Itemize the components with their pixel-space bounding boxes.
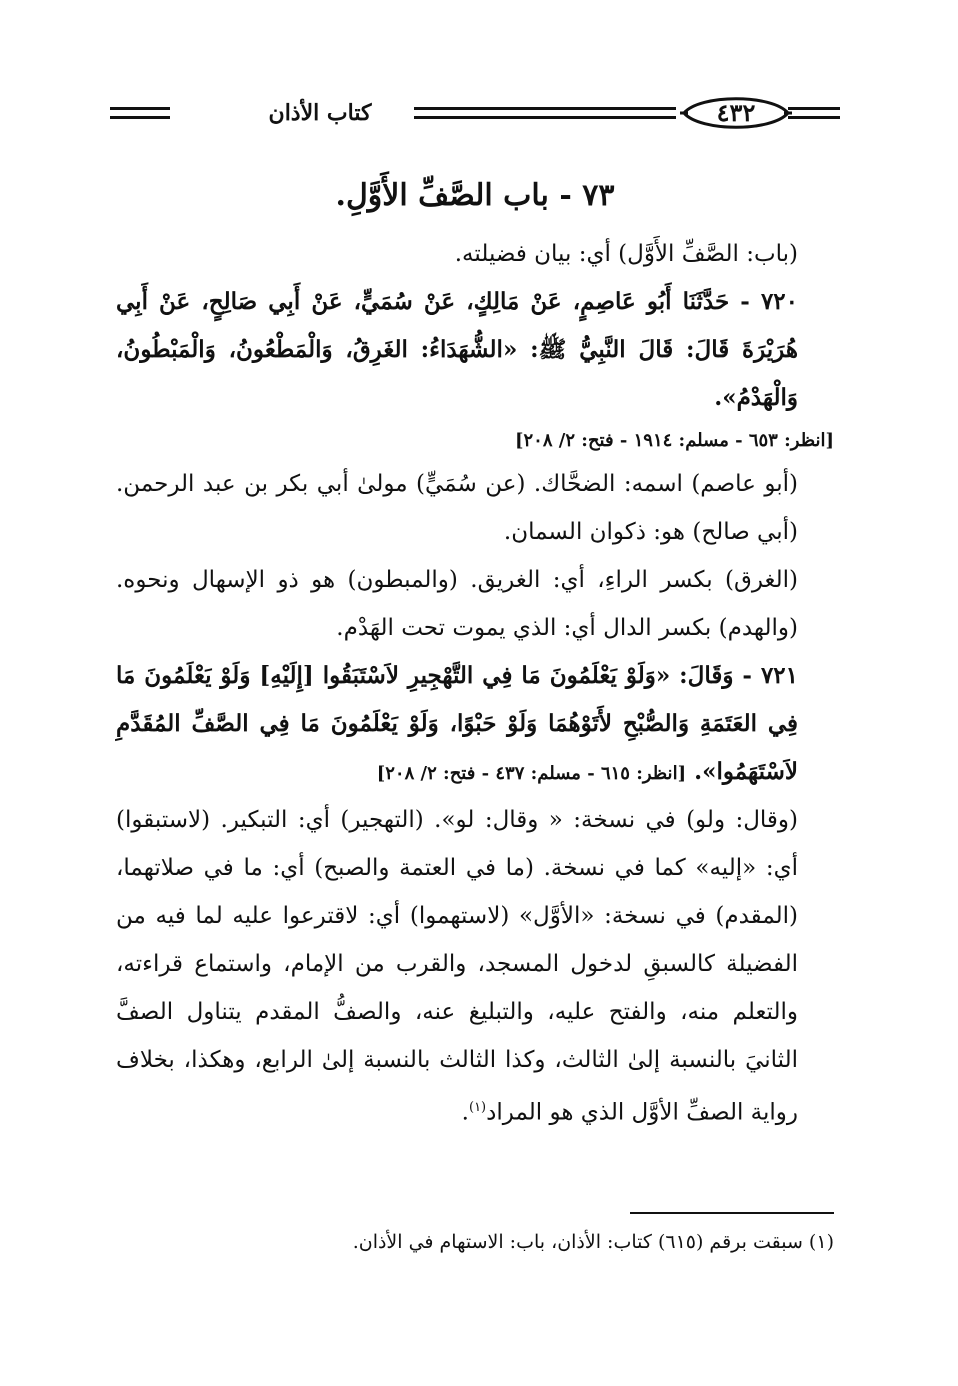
commentary-text: (وقال: ولو) في نسخة: « وقال: لو». (التهجير) أي: التبكير. (لاستبقوا) أي: «إليه» كما في نسخة. (ما في العتمة والصبح) أي: ما في صلاتهما، (المقدم) في نسخة: «الأوَّل» (لاستهموا) أي: لاقترعوا عليه لما فيه من الفضيلة كالسبقِ لدخول المسجد، والقرب من الإمام، واستماع قراءته، والتعلم منه، والفتح عليه، والتبليغ عنه، والصفُّ المقدم يتناول الصفَّ الثانيَ بالنسبة إلىٰ الثالث، وكذا الثالث بالنسبة إلىٰ الرابع، وهكذا، بخلاف رواية الصفِّ الأوَّل الذي هو المراد [116,807,798,1126]
header-rule-middle [414,107,676,119]
running-book-title: كتاب الأذان [268,100,372,126]
commentary-hadith-721 [116,796,834,1137]
footnote-separator [630,1212,834,1214]
hadith-721-reference: [انظر: ٦١٥ - مسلم: ٤٣٧ - فتح: ٢/ ٢٠٨] [376,763,687,784]
hadith-720-reference: [انظر: ٦٥٣ - مسلم: ١٩١٤ - فتح: ٢/ ٢٠٨] [514,430,834,451]
page-number-ornament [680,92,792,134]
footnote-marker[interactable]: (١) [468,1100,487,1115]
chapter-title: ٧٣ - باب الصَّفِّ الأَوَّلِ. [335,178,615,213]
hadith-721 [116,652,834,796]
hadith-720: ٧٢٠ - حَدَّثَنَا أَبُو عَاصِمٍ، عَنْ مَالِكٍ، عَنْ سُمَيٍّ، عَنْ أَبِي صَالِحٍ، عَنْ أَبِي هُرَيْرَةَ قَالَ: قَالَ النَّبِيُّ ﷺ: «الشُّهَدَاءُ: الغَرِقُ، وَالْمَطْعُونُ، وَالْمَبْطُونُ، وَالْهَدْمُ». [116,288,798,411]
page-header [110,92,840,136]
chapter-commentary: (باب: الصَّفِّ الأَوَّل) أي: بيان فضيلته. [454,241,798,267]
commentary-narrators: (أبو عاصم) اسمه: الضحَّاك. (عن سُمَيٍّ) مولىٰ أبي بكر بن عبد الرحمن. (أبي صالح) هو: ذكوان السمان. [116,471,798,545]
commentary-words: (الغرق) بكسر الراءِ، أي: الغريق. (والمبطون) هو ذو الإسهال ونحوه. (والهدم) بكسر الدال أي: الذي يموت تحت الهَدْم. [116,567,798,641]
footnote: (١) سبقت برقم (٦١٥) كتاب: الأذان، باب: الاستهام في الأذان. [352,1231,834,1253]
commentary-end: . [461,1099,469,1126]
header-rule-right [788,107,840,119]
page-number: ٤٣٢ [716,98,756,127]
header-rule-left [110,107,170,119]
hadith-721-text: ٧٢١ - وَقَالَ: «وَلَوْ يَعْلَمُونَ مَا فِي التَّهْجِيرِ لاَسْتَبَقُوا [إِلَيْهِ] وَلَوْ يَعْلَمُونَ مَا فِي العَتَمَةِ وَالصُّبْحِ لأَتَوْهُمَا وَلَوْ حَبْوًا، وَلَوْ يَعْلَمُونَ مَا فِي الصَّفِّ المُقَدَّمِ لاَسْتَهَمُوا». [116,662,798,785]
main-text [116,168,834,1137]
